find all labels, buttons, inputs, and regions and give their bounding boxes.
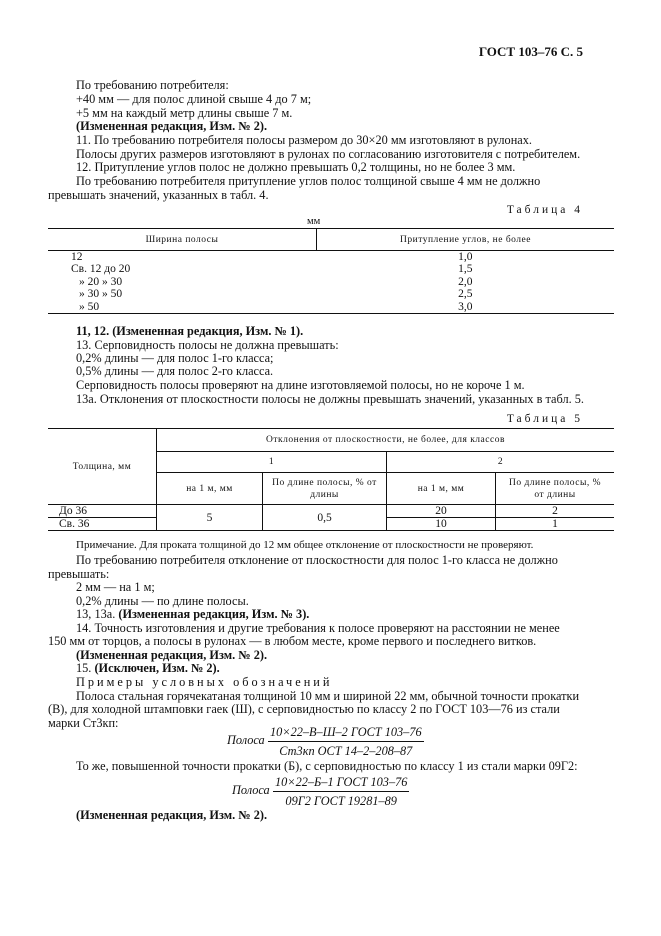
- table-5-class-1: 1: [157, 452, 387, 473]
- table-5-col-per-length: По длине полосы, % от длины: [263, 473, 387, 505]
- table-5-cell: 0,5: [263, 505, 387, 531]
- table-note: Примечание. Для проката толщиной до 12 мм общее отклонение от плоскостности не проверяют.: [76, 539, 534, 551]
- amendment-note: 13, 13а. (Измененная редакция, Изм. № 3).: [76, 607, 310, 621]
- table-row: 12: [71, 251, 83, 263]
- text-line: (В), для холодной штамповки гаек (Ш), с серповидностью по классу 2 по ГОСТ 103—76 из стали: [48, 702, 560, 716]
- formula-2: [273, 775, 409, 809]
- table-5-caption: Таблица 5: [506, 413, 583, 425]
- text-line: По требованию потребителя:: [76, 78, 229, 92]
- table-4-col-width: Ширина полосы: [48, 229, 317, 251]
- text-line: То же, повышенной точности прокатки (Б), с серповидностью по классу 1 из стали марки 09Г2:: [76, 759, 578, 773]
- formula-1-numerator: 10×22–В–Ш–2 ГОСТ 103–76: [270, 725, 422, 739]
- text-line: Полосы других размеров изготовляют в рулонах по согласованию изготовителя с потребителем.: [76, 147, 581, 161]
- formula-1: [268, 725, 424, 759]
- clause-11: 11. По требованию потребителя полосы размером до 30×20 мм изготовляют в рулонах.: [76, 133, 532, 147]
- text-line: превышать:: [48, 567, 110, 581]
- table-4-col-rounding: Притупление углов, не более: [400, 234, 531, 245]
- table-4-caption: Таблица 4: [506, 204, 583, 216]
- clause-14: 14. Точность изготовления и другие требования к полосе проверяют на расстоянии не менее: [76, 621, 560, 635]
- text-line: 150 мм от торцов, а полосы в рулонах — в любом месте, кроме первого и последнего витков.: [48, 634, 537, 648]
- clause-12: 12. Притупление углов полос не должно превышать 0,2 толщины, но не более 3 мм.: [76, 160, 516, 174]
- text-line: превышать значений, указанных в табл. 4.: [48, 188, 269, 202]
- clause-13a: 13а. Отклонения от плоскостности полосы не должны превышать значений, указанных в табл. 5.: [76, 392, 584, 406]
- table-4: [48, 228, 614, 314]
- text-line: Серповидность полосы проверяют на длине изготовляемой полосы, но не короче 1 м.: [76, 378, 525, 392]
- table-row: 2,0: [458, 275, 473, 288]
- table-5-col-per-meter: на 1 м, мм: [157, 473, 263, 505]
- table-row: » 20 » 30: [79, 275, 123, 288]
- section-title: Примеры условных обозначений: [76, 675, 333, 689]
- clause-15: 15. (Исключен, Изм. № 2).: [76, 661, 220, 675]
- formula-1-denominator: Ст3кп ОСТ 14–2–208–87: [268, 741, 424, 759]
- table-5-col-thickness: Толщина, мм: [48, 429, 157, 505]
- text-line: По требованию потребителя отклонение от плоскостности для полос 1-го класса не должно: [76, 553, 558, 567]
- amendment-note: (Измененная редакция, Изм. № 2).: [76, 808, 268, 822]
- formula-2-numerator: 10×22–Б–1 ГОСТ 103–76: [275, 775, 408, 789]
- table-row: 1,0: [458, 251, 473, 263]
- table-5-col-per-length: По длине полосы, % от длины: [508, 477, 602, 500]
- table-5-col-per-meter: на 1 м, мм: [387, 473, 496, 505]
- table-row: » 50: [79, 300, 100, 313]
- text-line: Полоса стальная горячекатаная толщиной 10 мм и шириной 22 мм, обычной точности прокатки: [76, 689, 580, 703]
- table-5-cell: 5: [157, 505, 263, 531]
- table-row: 3,0: [458, 300, 473, 313]
- text-line: 0,5% длины — для полос 2-го класса.: [76, 364, 274, 378]
- table-5-row-label: Св. 36: [48, 518, 157, 531]
- table-5: [48, 428, 614, 531]
- amendment-note: (Измененная редакция, Изм. № 2).: [76, 648, 268, 662]
- table-row: » 30 » 50: [79, 288, 123, 301]
- text-line: +5 мм на каждый метр длины свыше 7 м.: [76, 106, 293, 120]
- table-row: Св. 12 до 20: [71, 263, 131, 276]
- table-5-cell: 20: [387, 505, 496, 518]
- table-5-group-header: Отклонения от плоскостности, не более, для классов: [157, 429, 615, 452]
- amendment-note: (Измененная редакция, Изм. № 2).: [76, 119, 268, 133]
- text-line: 0,2% длины — по длине полосы.: [76, 594, 249, 608]
- table-5-cell: 1: [552, 518, 558, 530]
- amendment-note: 11, 12. (Измененная редакция, Изм. № 1).: [76, 324, 304, 338]
- text-line: +40 мм — для полос длиной свыше 4 до 7 м;: [76, 92, 312, 106]
- text-line: марки Ст3кп:: [48, 716, 119, 730]
- table-row: 1,5: [458, 263, 473, 276]
- table-5-cell: 2: [552, 505, 558, 517]
- formula-2-denominator: 09Г2 ГОСТ 19281–89: [273, 791, 409, 809]
- text-line: По требованию потребителя притупление углов полос толщиной свыше 4 мм не должно: [76, 174, 541, 188]
- table-row: 2,5: [458, 288, 473, 301]
- table-5-class-2: 2: [497, 457, 504, 467]
- table-4-unit: мм: [307, 216, 321, 227]
- clause-13: 13. Серповидность полосы не должна превышать:: [76, 338, 339, 352]
- table-5-row-label: До 36: [48, 505, 157, 518]
- page-header: ГОСТ 103–76 С. 5: [478, 44, 583, 59]
- formula-1-label: Полоса: [227, 733, 265, 747]
- text-line: 2 мм — на 1 м;: [76, 580, 155, 594]
- formula-2-label: Полоса: [232, 783, 270, 797]
- text-line: 0,2% длины — для полос 1-го класса;: [76, 351, 274, 365]
- table-5-cell: 10: [387, 518, 496, 531]
